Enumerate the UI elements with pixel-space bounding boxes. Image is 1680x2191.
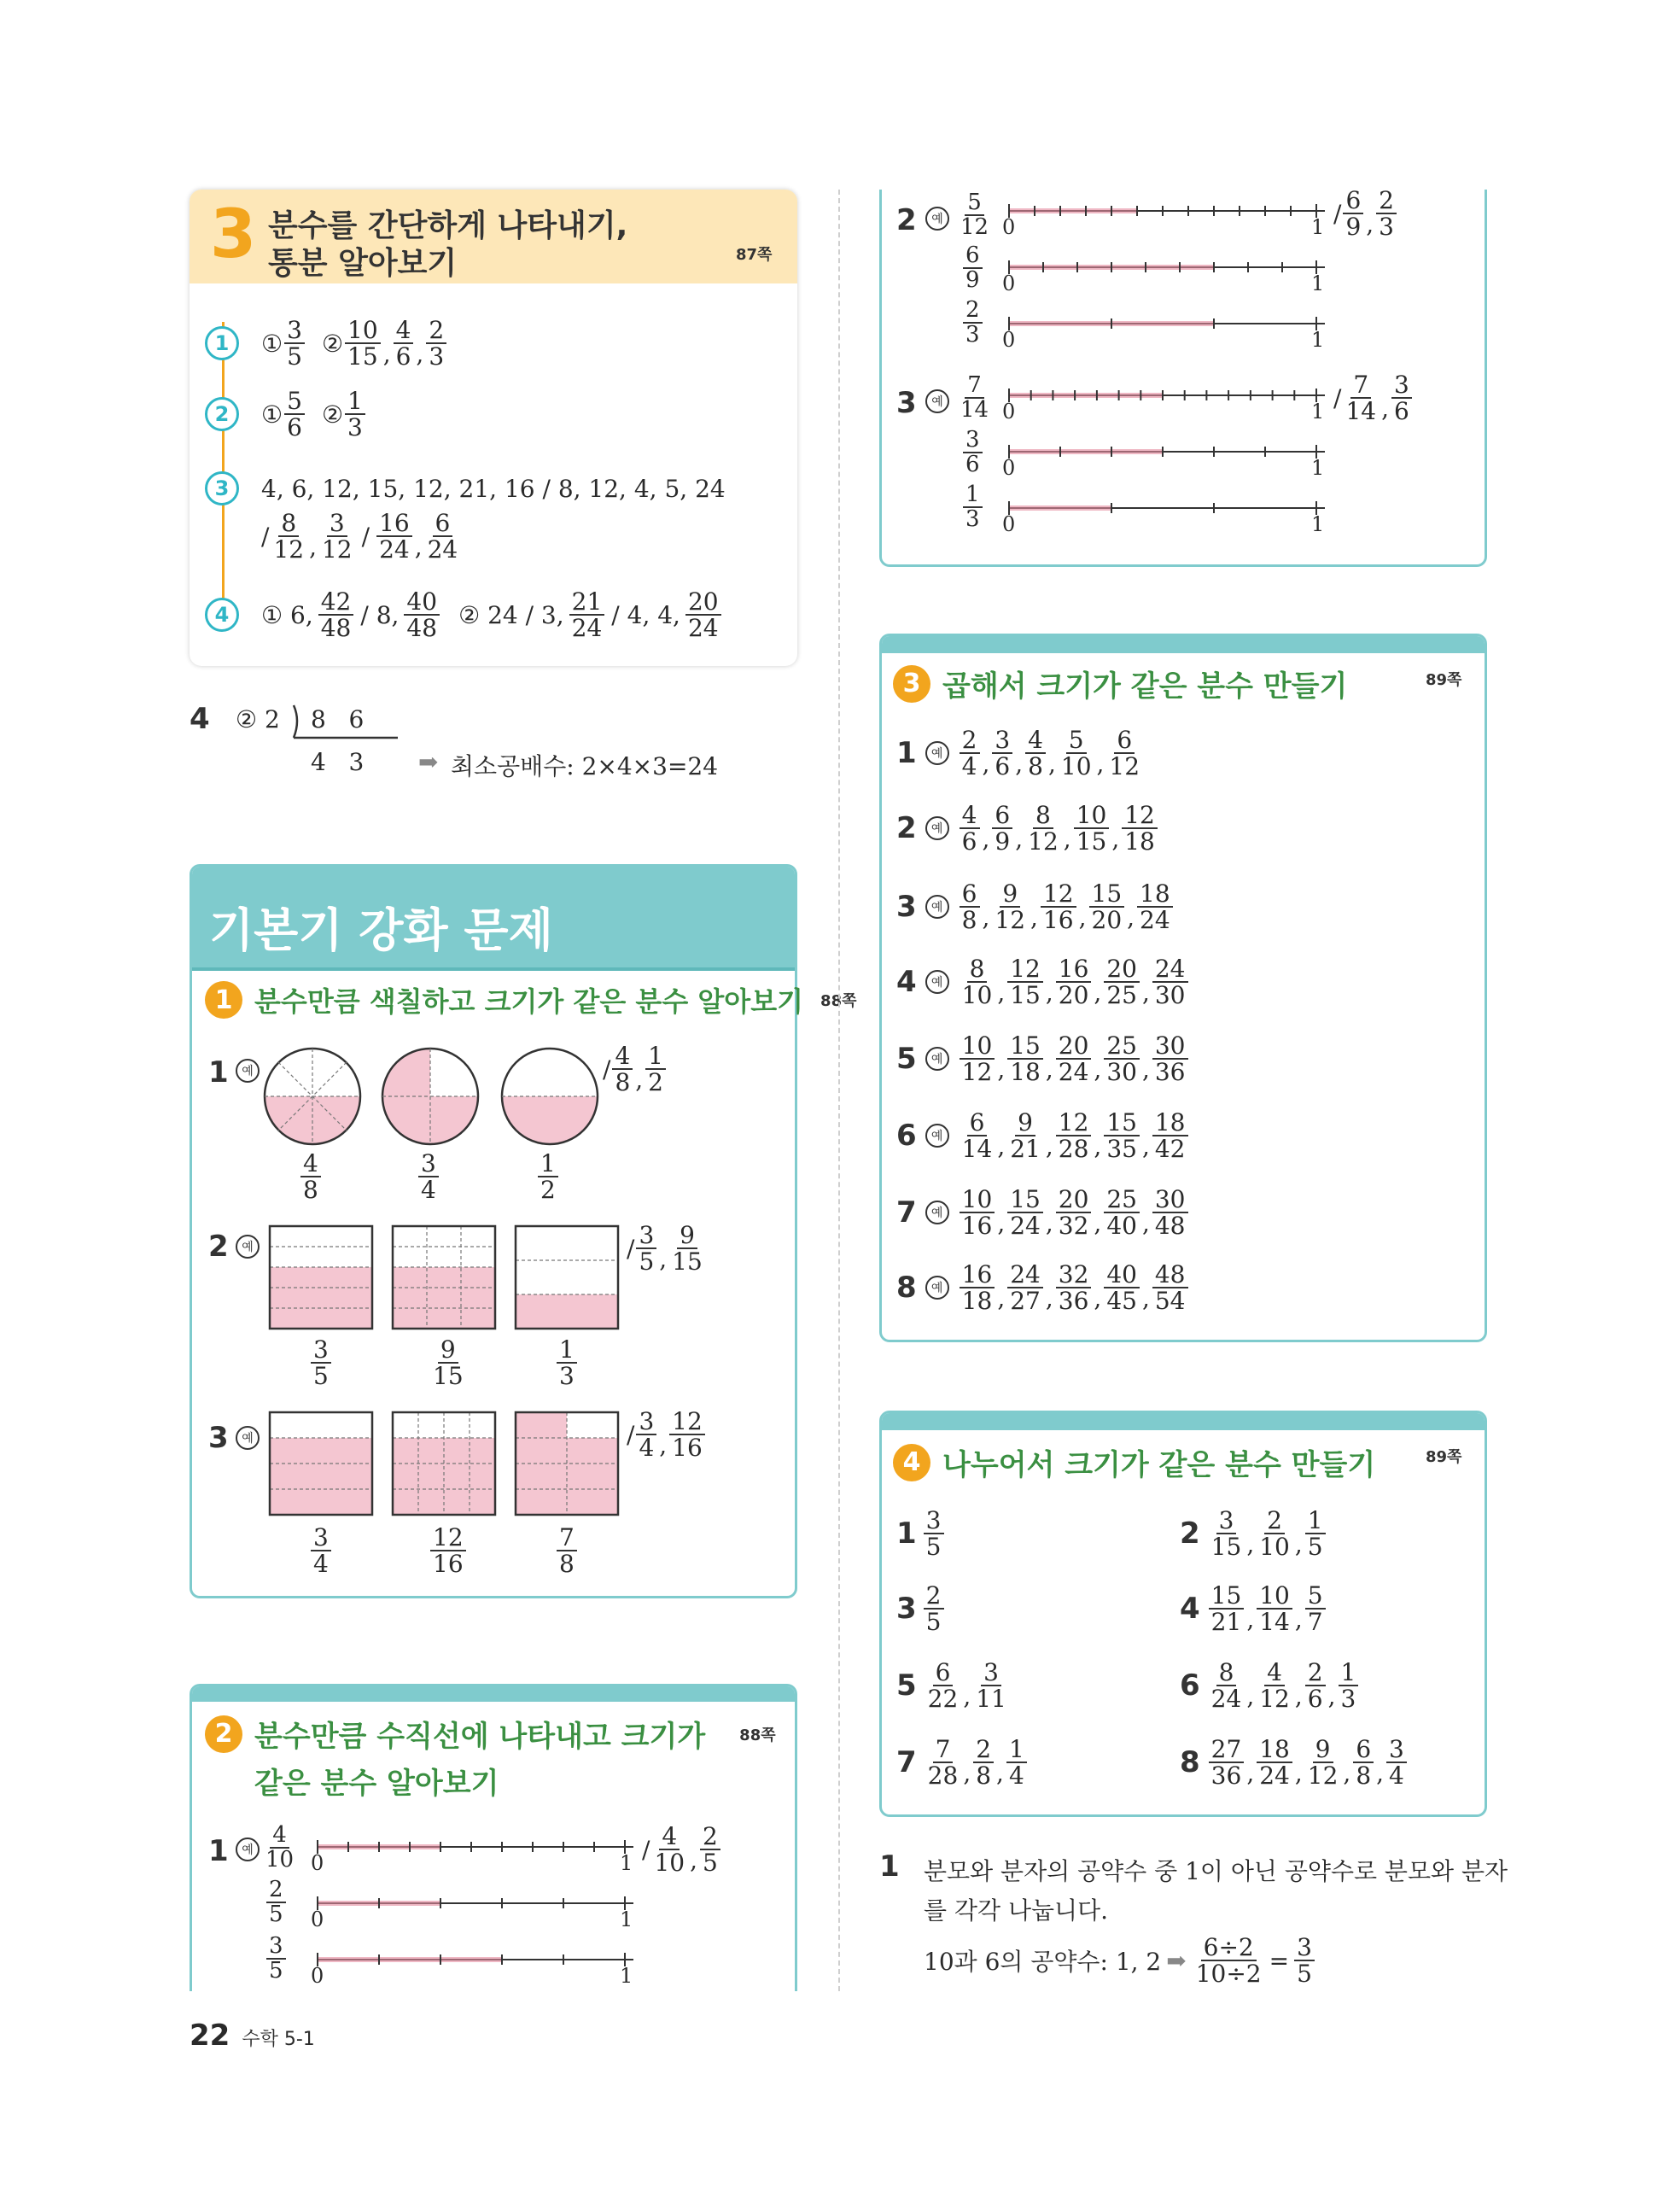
s2-q2-number: 2 (896, 203, 917, 237)
item-number-badge: 1 (205, 326, 239, 360)
sec3-item1 (205, 318, 448, 370)
example-mark: 예 (236, 1059, 260, 1083)
fraction-1-3: 1 3 (345, 389, 365, 441)
s2-q2-answer: / 6 9 , 2 3 (1333, 188, 1398, 240)
q3-answer: / 3 4 , 12 16 (627, 1409, 707, 1461)
mult-q8: 8 예 16 18 , 24 27 , 32 36 , 40 45 , 48 54 (896, 1262, 1190, 1314)
div-q2: 2 3 15 , 2 10 , 1 5 (1180, 1508, 1327, 1560)
sec3-item3 (205, 471, 726, 505)
number-line-thirds-b (1007, 495, 1332, 521)
q4-dividend: 8 6 (311, 705, 365, 733)
item3-line1: 4, 6, 12, 15, 12, 21, 16 / 8, 12, 4, 5, 24 (261, 474, 726, 503)
basic-s2-title: 2 분수만큼 수직선에 나타내고 크기가 88쪽 같은 분수 알아보기 (205, 1713, 776, 1802)
basic-header-title: 기본기 강화 문제 (209, 903, 553, 957)
number-line-twelfths (1007, 198, 1332, 224)
section3-number: 3 (210, 196, 257, 273)
choice-1: ① (261, 400, 283, 429)
q2-answer: / 3 5 , 9 15 (627, 1221, 703, 1277)
divide-title: 나누어서 크기가 같은 분수 만들기 (942, 1448, 1376, 1482)
q1-number: 1 (208, 1055, 229, 1090)
section3-title-line1: 분수를 간단하게 나타내기, (268, 208, 628, 243)
item-number-badge: 4 (205, 598, 239, 632)
rect-3-5 (268, 1224, 374, 1330)
q1-answer: / 4 8 , 1 2 (603, 1043, 668, 1096)
div-q8: 8 27 36 , 18 24 , 9 12 , 6 8 , 3 4 (1180, 1737, 1409, 1789)
number-line-fifths-a (316, 1890, 640, 1916)
badge-2: 2 (205, 1715, 242, 1753)
choice-1: ① (261, 329, 283, 358)
choice-2: ② (321, 400, 344, 429)
multiply-page: 89쪽 (1426, 671, 1462, 689)
item-number-badge: 2 (205, 397, 239, 431)
div-q4: 4 15 21 , 10 14 , 5 7 (1180, 1583, 1327, 1635)
s2-q1-number: 1 (208, 1834, 229, 1868)
section3-title-line2: 통분 알아보기 (268, 246, 458, 281)
mult-q1: 1 예 2 4 , 3 6 , 4 8 , 5 10 , 6 12 (896, 726, 1140, 781)
book-name: 수학 5-1 (242, 2029, 315, 2050)
number-line-tenths (316, 1834, 640, 1860)
rect-7-8 (514, 1411, 620, 1516)
divide-page: 89쪽 (1426, 1448, 1462, 1466)
div-q5: 5 6 22 , 3 11 (896, 1658, 1006, 1714)
section3-page: 87쪽 (736, 246, 773, 264)
basic-s1-title: 분수만큼 색칠하고 크기가 같은 분수 알아보기 (254, 985, 804, 1018)
q4-number: 4 (190, 702, 210, 736)
s2-q3-number: 3 (896, 386, 917, 420)
q4-divisor: ② 2 (236, 705, 280, 733)
mult-q3: 3 예 6 8 , 9 12 , 12 16 , 15 20 , 18 24 (896, 881, 1175, 933)
fraction-3-5: 3 5 (284, 318, 305, 370)
basic-s1-title-row (205, 980, 856, 1020)
number-line-thirds (1007, 311, 1332, 336)
rect-9-15 (391, 1224, 497, 1330)
sec3-item4: 4 ① 6, 42 48 / 8, 40 48 ② 24 / 3, 21 24 / 4, 4, 20 24 (205, 589, 723, 641)
item-number-badge: 3 (205, 471, 239, 505)
multiply-title-row: 3 곱해서 크기가 같은 분수 만들기 (893, 663, 1347, 704)
fraction-5-6: 5 6 (284, 389, 305, 441)
circle-1-2 (499, 1045, 601, 1148)
explain-number: 1 (879, 1849, 900, 1884)
arrow-icon: ➡ (418, 748, 439, 776)
q4-lcm-result: 최소공배수: 2×4×3=24 (451, 752, 719, 780)
mult-q6: 6 예 6 14 , 9 21 , 12 28 , 15 35 , 18 42 (896, 1110, 1190, 1162)
choice-2: ② (321, 329, 344, 358)
rect-1-3 (514, 1224, 620, 1330)
number-line-fifths-b (316, 1947, 640, 1972)
sec3-item2 (205, 389, 367, 441)
badge-1: 1 (205, 981, 242, 1019)
mult-q2: 2 예 4 6 , 6 9 , 8 12 , 10 15 , 12 18 (896, 803, 1159, 855)
circle-3-4 (379, 1045, 481, 1148)
divide-title-row: 4 나누어서 크기가 같은 분수 만들기 (893, 1441, 1375, 1483)
div-q3: 3 2 5 (896, 1583, 946, 1635)
q2-number: 2 (208, 1230, 229, 1264)
explain-line3: 10과 6의 공약수: 1, 2 ➡ $\frac{6\div 2}{10\div 2}$ = $\frac{3}{5}$ (924, 1935, 1316, 1987)
mult-q5: 5 예 10 12 , 15 18 , 20 24 , 25 30 , 30 36 (896, 1033, 1190, 1085)
page-number: 22 (190, 2019, 230, 2053)
number-line-sixths (1007, 439, 1332, 464)
sec3-item3-line2: / 8 12 , 3 12 / 16 24 , 6 24 (261, 509, 458, 564)
arrow-icon: ➡ (1166, 1946, 1187, 1975)
s2-q1-answer: / 4 10 , 2 5 (642, 1824, 722, 1876)
q3-number: 3 (208, 1421, 229, 1455)
footer (190, 2019, 315, 2053)
s2-q3-answer: / 7 14 , 3 6 (1333, 372, 1414, 424)
circle-4-8 (261, 1045, 364, 1148)
rect-12-16 (391, 1411, 497, 1516)
q4-quotient: 4 3 (311, 748, 365, 776)
div-q6: 6 8 24 , 4 12 , 2 6 , 1 3 (1180, 1660, 1360, 1712)
multiply-title: 곱해서 크기가 같은 분수 만들기 (942, 669, 1348, 704)
div-q1: 1 3 5 (896, 1508, 946, 1560)
div-q7: 7 7 28 , 2 8 , 1 4 (896, 1737, 1029, 1789)
number-line-ninths (1007, 254, 1332, 280)
explain-line1: 분모와 분자의 공약수 중 1이 아닌 공약수로 분모와 분자 (924, 1857, 1508, 1885)
basic-s1-page: 88쪽 (820, 992, 857, 1010)
mult-q4: 4 예 8 10 , 12 15 , 16 20 , 20 25 , 24 30 (896, 956, 1190, 1008)
column-divider (838, 190, 840, 1991)
rect-3-4 (268, 1411, 374, 1516)
mult-q7: 7 예 10 16 , 15 24 , 20 32 , 25 40 , 30 48 (896, 1187, 1190, 1239)
explain-line2: 를 각각 나눕니다. (924, 1896, 1109, 1925)
fraction-list: 10 15 , 4 6 , 2 3 (343, 318, 448, 370)
number-line-fourteenths (1007, 383, 1332, 408)
